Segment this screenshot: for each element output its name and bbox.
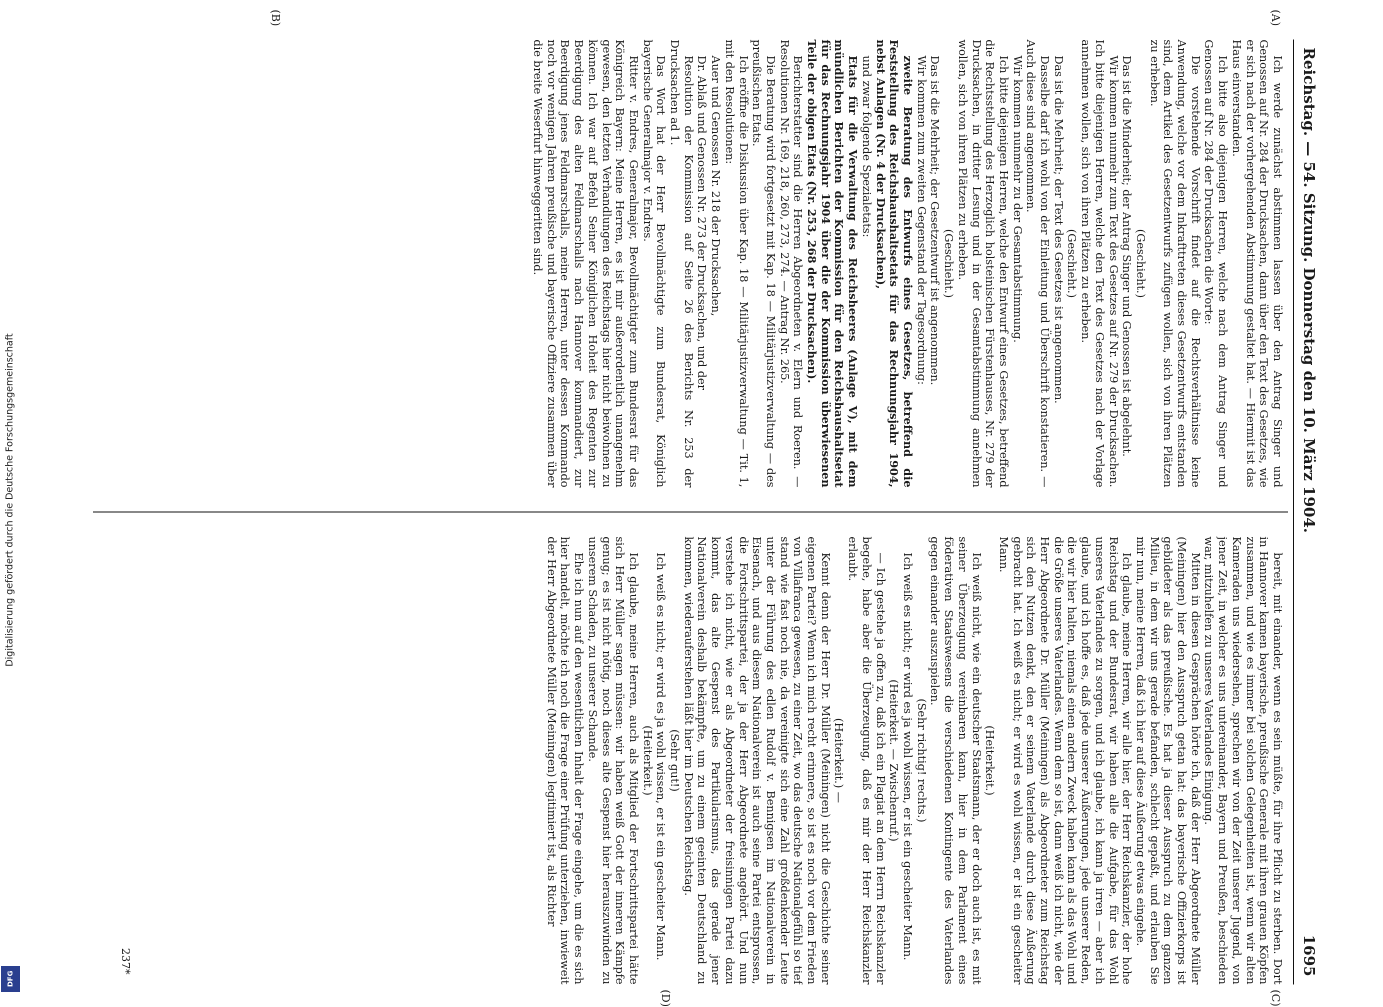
paragraph: Ich weiß es nicht; er wird es ja wohl wissen, er ist ein gescheiter Mann. [901, 552, 915, 961]
paragraph: Ich weiß nicht, wie ein deutscher Staatsmann, der er doch auch ist, es mit seiner Überzeugung vereinbaren kann, hier in dem Parlament eines föderativen Staatswesens die verschiedenen Kontingente des Vaterlandes gegen einander auszuspielen. [928, 536, 983, 985]
paragraph: Die vorstehende Vorschrift findet auf die Rechtsverhältnisse keine Anwendung, welche vor dem Inkrafttreten dieses Gesetzentwurfs entstanden sind, dem Artikel des Gesetzentwurfs zufügen wollen, sich von ihren Plätzen zu erheben. [1147, 39, 1202, 488]
margin-mark-a: (A) [1269, 9, 1282, 27]
page-number: 1695 [1300, 934, 1318, 977]
paragraph: Ritter v. Endres, Generalmajor, Bevollmächtigter zum Bundesrat für das Königreich Bayern: Meine Herren, es ist mir außerordentlich unangenehm gewesen, den letzten Verhandlungen des Reichstags hier nicht beiwohnen zu können. Ich war auf Befehl Seiner Königlichen Hoheit des Regenten zur Beerdigung des alten Feldmarschalls nach Hannover kommandiert, zur Beerdigung jenes Feldmarschalls, meine Herren, unter dessen Kommando noch vor wenigen Jahren preußische und bayerische Offiziere zusammen über die breite Weserfurt hinweggeritten sind. [531, 39, 640, 488]
digitization-credit: Digitalisierung gefördert durch die Deutsche Forschungsgemeinschaft [4, 333, 16, 667]
interjection: (Heiterkeit. — Zwischenruf.) [887, 679, 901, 842]
paragraph: — Ich gestehe ja offen zu, daß ich ein Plagiat an dem Herrn Reichskanzler begehe, habe aber die Überzeugung, daß es mir der Herr Reichskanzler erlaubt. [846, 536, 887, 985]
paragraph: zweite Beratung des Entwurfs eines Gesetzes, betreffend die Feststellung des Reichshaushaltsetats für das Rechnungsjahr 1904, nebst Anlagen (Nr. 4 der Drucksachen), [873, 39, 916, 488]
interjection: (Sehr gut!) [668, 729, 682, 792]
paragraph: Dasselbe darf ich wohl von der Einleitung und Überschrift konstatieren. — Auch diese sind angenommen. [1024, 39, 1052, 488]
paragraph: Wir kommen nunmehr zu der Gesamtabstimmung. [1010, 55, 1024, 343]
paragraph: Berichterstatter sind die Herren Abgeordneten v. Elern und Roeren. — Resolutionen Nr. 169, 218, 260, 273, 274. — Antrag Nr. 265. [777, 39, 805, 488]
paragraph: Das ist die Mehrheit; der Gesetzentwurf ist angenommen. [928, 55, 942, 386]
interjection: (Heiterkeit.) [640, 725, 654, 796]
paragraph: Ich glaube, meine Herren, auch als Mitglied der Fortschrittspartei hätte sich Herr Müller sagen müssen: wir haben weiß Gott der inneren Kämpfe genug; es ist nicht nötig, noch dieses alte Gespenst hier herauszuwinden zu unserem Schaden, zu unserer Schande. [585, 536, 640, 985]
paragraph: Das ist die Minderheit; der Antrag Singer und Genossen ist abgelehnt. [1120, 55, 1134, 457]
signature-mark: 237* [119, 948, 132, 975]
page-header [1294, 40, 1322, 985]
header-rule [1293, 40, 1294, 985]
paragraph: Mitten in diesen Gesprächen hörte ich, daß der Herr Abgeordnete Müller (Meiningen) hier den Ausspruch getan hat: das bayerische Offizierkorps ist gebildeter als das preußische. Es hat ja dieser Ausspruch zu dem ganzen Milieu, in dem wir uns gerade befanden, schlecht gepaßt, und erlauben Sie mir nun, meine Herren, daß ich hier auf diese Äußerung etwas eingehe. [1133, 536, 1202, 985]
paragraph: Das ist die Mehrheit; der Text des Gesetzes ist angenommen. [1051, 55, 1065, 404]
paragraph: Ich eröffne die Diskussion über Kap. 18 — Militärjustizverwaltung — Tit. 1, mit den Resolutionen: [722, 39, 750, 488]
paragraph: Wir kommen nunmehr zum Text des Gesetzes auf Nr. 279 der Drucksachen. Ich bitte diejenigen Herren, welche den Text des Gesetzes nach der Vorlage annehmen wollen, sich von ihren Plätzen zu erheben. [1079, 39, 1120, 488]
sidebar [0, 0, 22, 1000]
right-column [94, 537, 1284, 985]
interjection: (Sehr richtig! rechts.) [914, 698, 928, 823]
paragraph: Ich bitte diejenigen Herren, welche den Entwurf eines Gesetzes, betreffend die Rechtsstellung des Herzoglich holsteinischen Fürstenhauses, Nr. 279 der Drucksachen, in dritter Lesung und in der Gesamtabstimmung annehmen wollen, sich von ihren Plätzen zu erheben. [955, 39, 1010, 488]
interjection: (Heiterkeit.) [983, 725, 997, 796]
paragraph: Wir kommen zum zweiten Gegenstand der Tagesordnung: [914, 55, 928, 385]
column-rule [93, 512, 1288, 513]
margin-mark-d: (D) [659, 989, 672, 1007]
paragraph: Ich bitte also diejenigen Herren, welche nach dem Antrag Singer und Genossen auf Nr. 284 der Drucksachen die Worte: [1202, 39, 1230, 488]
paragraph: Kennt denn der Herr Dr. Müller (Meiningen) nicht die Geschichte seiner eigenen Partei? Wenn ich mich recht erinnere, so ist es noch vor dem Frieden von Villafranca gewesen, zu einer Zeit, wo das deutsche Nationalgefühl so tief stand wie fast noch nie, da vereinigte sich eine Zahl großdenkender Leute unter der Führung des edlen Rudolf v. Bennigsen im Nationalverein in Eisenach, und aus diesem Nationalverein ist auch seine Partei entsprossen, die Fortschrittspartei, der ja der Herr Abgeordnete angehört. Und nun verstehe ich nicht, wie er als Abgeordneter der freisinnigen Partei dazu kommt, das alte Gespenst des Partikularismus, das gerade jener Nationalverein deshalb bekämpfte, um zu einem geeinten Deutschland zu kommen, wiederauferstehen läßt hier im Deutschen Reichstag. [681, 536, 832, 985]
paragraph: Dr. Ablaß und Genossen Nr. 273 der Drucksachen, und der [695, 55, 709, 390]
paragraph: Das Wort hat der Herr Bevollmächtigte zum Bundesrat, Königlich bayerische Generalmajor v. Endres. [640, 39, 668, 488]
dfg-logo: DFG [1, 966, 20, 992]
left-column [94, 40, 1284, 488]
paragraph: Ich glaube, meine Herren, wir alle hier, der Herr Reichskanzler, der hohe Reichstag und der Bundesrat, wir haben alle die Aufgabe, für das Wohl unseres Vaterlandes zu sorgen, und ich glaube, ich kann ja irren — aber ich glaube, und ich hoffe es, daß jede unserer Äußerungen, jede unserer Reden, die wir hier halten, niemals einen andern Zweck haben kann als das Wohl und die Größe unseres Vaterlandes. Wenn dem so ist, dann weiß ich nicht, wie der Herr Abgeordnete Dr. Müller (Meiningen) als Abgeordneter zum Reichstag sich den Nutzen denkt, den er seinem Vaterlande durch diese Äußerung gebracht hat. Ich weiß es nicht; er wird es wohl wissen, er ist ein gescheiter Mann. [996, 536, 1134, 985]
paragraph: Auer und Genossen Nr. 218 der Drucksachen, [709, 55, 723, 317]
interjection: (Geschieht.) [942, 229, 956, 298]
interjection: (Heiterkeit.) — [832, 718, 846, 803]
interjection: (Geschieht.) [1065, 229, 1079, 298]
interjection: (Geschieht.) [1133, 229, 1147, 298]
paragraph: Ich weiß es nicht; er wird es ja wohl wissen, er ist ein gescheiter Mann. [654, 552, 668, 961]
paragraph: bereit, mit einander, wenn es sein müßte, für ihre Pflicht zu sterben. Dort in Hannover kamen bayerische, preußische Generale mit ihren grauen Köpfen zusammen, und wie es immer bei solchen Gelegenheiten ist, wenn wir alten Kameraden uns wiedersehen, sprechen wir von der Zeit unserer Jugend, von jener Zeit, in welcher es uns untereinander, Bayern und Preußen, beschieden war, mitzuhelfen zu unseres Vaterlandes Einigung. [1202, 536, 1284, 985]
running-title: Reichstag. — 54. Sitzung. Donnerstag den 10. März 1904. [1300, 47, 1318, 534]
paragraph: Etats für die Verwaltung des Reichsheeres (Anlage V), mit dem mündlichen Berichten der Kommission für den Reichshaushaltsetat für das Rechnungsjahr 1904 über die der Kommission überwiesenen Teile der obigen Etats (Nr. 253, 268 der Drucksachen). [805, 39, 861, 488]
paragraph: Ehe ich nun auf den wesentlichen Inhalt der Frage eingehe, um die es sich hier handelt, möchte ich noch die Frage einer Prüfung unterziehen, inwieweit der Herr Abgeordnete Müller (Meiningen) legitimiert ist, als Richter [544, 536, 586, 985]
paragraph: Die Beratung wird fortgesetzt mit Kap. 18 — Militärjustizverwaltung — des preußischen Etats. [750, 39, 777, 488]
margin-mark-b: (B) [269, 9, 282, 27]
paragraph: und zwar folgende Spezialetats: [859, 55, 873, 238]
margin-mark-c: (C) [1269, 989, 1282, 1007]
paragraph: Resolution der Kommission auf Seite 26 des Berichts Nr. 253 der Drucksachen ad 1. [668, 39, 695, 488]
document-page [82, 9, 1322, 1007]
paragraph: Ich werde zunächst abstimmen lassen über den Antrag Singer und Genossen auf Nr. 284 der Drucksachen, dann über den Text des Gesetzes, wie er sich nach der vorhergehenden Abstimmung gestaltet hat. — Hiermit ist das Haus einverstanden. [1229, 39, 1284, 488]
rotated-page-content [82, 9, 1322, 1007]
